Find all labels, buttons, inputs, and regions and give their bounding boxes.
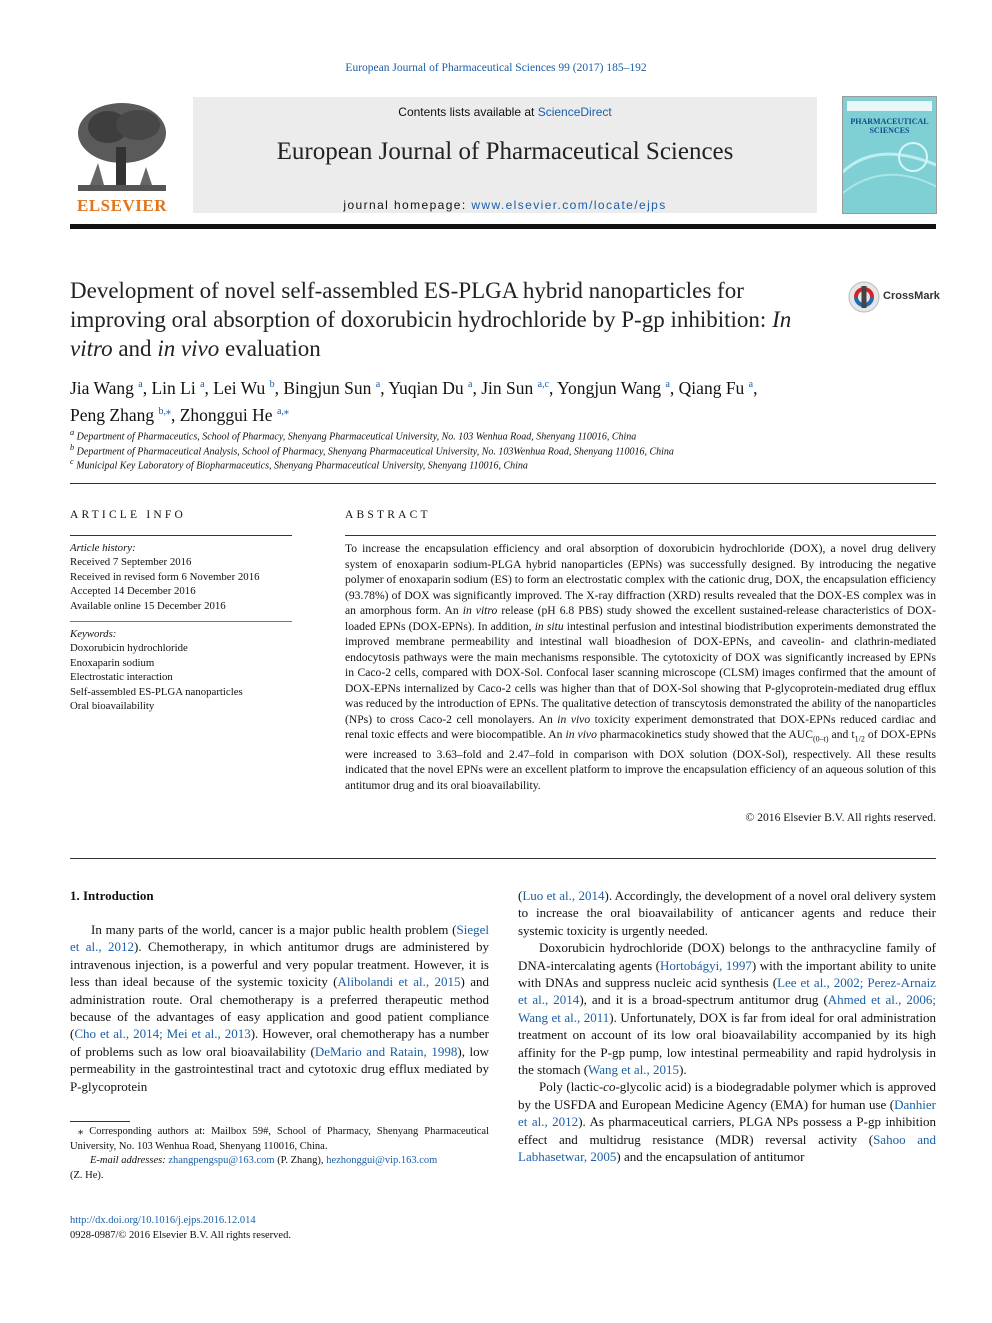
homepage-prefix: journal homepage:	[343, 198, 472, 212]
paragraph-text: ) and administration route. Oral chemotherapy is a preferred therapeutic method because of the advantages of easy application and good patient compliance (	[70, 974, 489, 1042]
affiliation-a	[70, 428, 936, 442]
author-separator: ,	[204, 377, 214, 398]
author-separator: ,	[380, 377, 389, 398]
abstract-body	[345, 541, 936, 793]
keyword: Doxorubicin hydrochloride	[70, 642, 188, 655]
keywords-block	[70, 627, 292, 713]
abstract-text: and t	[828, 728, 855, 741]
keyword: Self-assembled ES-PLGA nanoparticles	[70, 685, 243, 698]
intro-paragraph-3	[518, 1078, 936, 1165]
keyword: Enoxaparin sodium	[70, 656, 155, 669]
author-name[interactable]: Lei Wu	[213, 377, 266, 398]
abstract-italic: in vitro	[462, 604, 498, 617]
author-separator: ,	[142, 377, 152, 398]
citation-link[interactable]: Cho et al., 2014; Mei et al., 2013	[74, 1026, 251, 1042]
citation-link[interactable]: Siegel et al., 2012	[70, 922, 489, 955]
article-title	[70, 276, 830, 363]
body-column-right	[518, 887, 936, 1166]
author-separator: ,	[549, 377, 558, 398]
abstract-copyright: © 2016 Elsevier B.V. All rights reserved.	[745, 811, 936, 824]
citation-link[interactable]: Danhier et al., 2012	[518, 1096, 936, 1130]
email-label: E-mail addresses:	[90, 1155, 166, 1166]
article-history	[70, 541, 292, 613]
author-name[interactable]: Lin Li	[151, 377, 196, 398]
paragraph-text: (	[518, 888, 523, 903]
history-received: Received 7 September 2016	[70, 556, 192, 569]
abstract-text: To increase the encapsulation efficiency and oral absorption of doxorubicin hydrochloride (DOX), a novel drug delivery system of enoxaparin sodium-PLGA hybrid nanoparticles (EPNs) was successfully designed. By introducing the negative polymer of enoxaparin sodium (ES) to form an electrostatic complex with the cationic drug, DOX, the encapsulation efficiency (93.78%) of DOX was significantly improved. The X-ray diffraction (XRD) results revealed that the DOX-ES complex was in an amorphous form. An	[345, 542, 936, 617]
citation-link[interactable]: Ahmed et al., 2006; Wang et al., 2011	[518, 992, 936, 1025]
crossmark-label[interactable]: CrossMark	[883, 290, 940, 302]
abstract-text: toxicity experiment demonstrated that DOX-EPNs reduced cardiac and renal toxic effects and were biocompatible. An	[345, 712, 937, 741]
citation-link[interactable]: DeMario and Ratain, 1998	[314, 1043, 458, 1059]
author-affiliation-mark[interactable]: a,c	[537, 379, 550, 390]
paragraph-text: -glycolic acid) is a biodegradable polymer which is approved by the USFDA and European Medicine Agency (EMA) for human use (	[518, 1079, 936, 1112]
corresponding-address: ⁎ Corresponding authors at: Mailbox 59#, School of Pharmacy, Shenyang Pharmaceutical University, No. 103 Wenhua Road, Shenyang 110016, China.	[70, 1126, 489, 1152]
abstract-end-rule	[70, 858, 936, 859]
author-name[interactable]: Jia Wang	[70, 377, 134, 398]
email-owner: (P. Zhang),	[274, 1155, 327, 1166]
author-affiliation-mark[interactable]: a,⁎	[276, 405, 289, 417]
author-name[interactable]: Yongjun Wang	[557, 377, 662, 398]
title-and: and	[112, 336, 158, 361]
abstract-text: of DOX-EPNs were increased to 3.63–fold and 2.47–fold in comparison with DOX solution (DOX-Sol), respectively. All these results indicated that the novel EPNs were an excellent platform to improve the encapsulation efficiency of an aqueous solution of this antitumor drug and its oral bioavailability.	[345, 728, 936, 792]
abstract-heading: ABSTRACT	[345, 509, 431, 521]
affiliation-c	[70, 457, 936, 471]
paragraph-text: In many parts of the world, cancer is a major public health problem (	[91, 922, 457, 937]
citation-link[interactable]: Hortobágyi, 1997	[659, 957, 752, 973]
email-link-he[interactable]: hezhonggui@vip.163.com	[326, 1155, 438, 1166]
affiliation-mark: a	[70, 428, 75, 437]
paragraph-text: ).	[679, 1062, 687, 1078]
history-label: Article history:	[70, 542, 136, 554]
elsevier-wordmark: ELSEVIER	[77, 196, 167, 215]
paragraph-text: Poly (lactic-	[539, 1079, 604, 1095]
abstract-rule	[345, 535, 936, 536]
article-info-rule	[70, 535, 292, 536]
author-name[interactable]: Yuqian Du	[388, 377, 464, 398]
abstract-text: release (pH 6.8 PBS) study showed the excellent sustained-release characteristics of DOX-loaded EPNs (DOX-EPNs). In addition,	[345, 604, 936, 633]
journal-name: European Journal of Pharmaceutical Sciences	[276, 138, 734, 165]
abstract-subscript: (0–t)	[812, 734, 829, 744]
introduction-heading: 1. Introduction	[70, 888, 154, 903]
title-text: Development of novel self-assembled ES-PLGA hybrid nanoparticles for improving oral absorption of doxorubicin hydrochloride by P-gp inhibition:	[70, 278, 773, 332]
intro-paragraph-1-continued	[518, 887, 936, 939]
author-separator: ,	[170, 404, 180, 425]
author-affiliation-mark[interactable]: a	[138, 379, 143, 390]
title-in-vitro: In vitro	[70, 307, 792, 361]
author-affiliation-mark[interactable]: b	[269, 379, 275, 390]
author-affiliation-mark[interactable]: a	[468, 379, 473, 390]
keywords-label: Keywords:	[70, 628, 117, 640]
header-rule	[70, 224, 936, 229]
citation-link[interactable]: Sahoo and Labhasetwar, 2005	[518, 1131, 937, 1165]
abstract-italic: in vivo	[565, 728, 597, 741]
corresponding-footnote	[70, 1125, 489, 1183]
keyword: Electrostatic interaction	[70, 671, 173, 684]
abstract-italic: in situ	[534, 619, 564, 633]
history-online: Available online 15 December 2016	[70, 599, 226, 612]
journal-cover-thumbnail[interactable]	[842, 96, 937, 214]
contents-prefix: Contents lists available at	[398, 105, 538, 119]
keyword: Oral bioavailability	[70, 700, 155, 713]
abstract-italic: in vivo	[557, 712, 591, 726]
author-name[interactable]: Zhonggui He	[179, 404, 273, 425]
paragraph-text: ) and the encapsulation of antitumor	[616, 1149, 805, 1165]
affiliation-text: Department of Pharmaceutical Analysis, School of Pharmacy, Shenyang Pharmaceutical University, No. 103Wenhua Road, Shenyang 110016, China	[76, 446, 674, 458]
journal-homepage-line	[193, 198, 817, 212]
journal-homepage-link[interactable]: www.elsevier.com/locate/ejps	[471, 198, 667, 212]
history-revised: Received in revised form 6 November 2016	[70, 570, 260, 583]
front-matter-rule	[70, 483, 936, 484]
contents-available-line	[193, 105, 817, 119]
footnote-rule	[70, 1121, 130, 1122]
intro-paragraph-2	[518, 939, 936, 1078]
author-separator: ,	[669, 377, 679, 398]
author-name[interactable]: Qiang Fu	[678, 377, 745, 398]
paragraph-text: ). Accordingly, the development of a novel oral delivery system to increase the oral bioavailability of anticancer agents and reduce their systemic toxicity is urgently needed.	[518, 888, 936, 938]
paragraph-text: ). Unfortunately, DOX is far from ideal for oral administration treatment on account of its low oral bioavailability accompanied by its high affinity for the P-gp pump, low intestinal permeability and rapid hydrolysis in the stomach (	[518, 1009, 936, 1078]
email-line	[70, 1154, 489, 1169]
cover-title: PHARMACEUTICAL SCIENCES	[850, 117, 929, 135]
affiliation-mark: b	[70, 443, 75, 452]
author-name[interactable]: Bingjun Sun	[283, 377, 372, 398]
citation-link[interactable]: Lee et al., 2002; Perez-Arnaiz et al., 2014	[518, 975, 936, 1008]
abstract-text: intestinal perfusion and intestinal biodistribution experiments demonstrated the improved membrane permeability and intestinal wall bioadhesion of DOX-EPNs, and caveolin- and clathrin-mediated endocytosis pathways were the main mechanisms responsible. The cytotoxicity of DOX was significantly increased by EPNs in Caco-2 cells, compared with DOX-Sol. Confocal laser scanning microscope (CLSM) images confirmed that the amount of DOX-EPNs internalized by Caco-2 cells was higher than that of DOX-Sol showing that P-glycoprotein-mediated drug efflux was reduced by the introduction of EPNs. The qualitative detection of transcytosis demonstrated the ability of the nanoparticles (NPs) to cross Caco-2 cell monolayers. An	[345, 619, 936, 726]
author-separator: ,	[472, 377, 482, 398]
issn-line: 0928-0987/© 2016 Elsevier B.V. All rights reserved.	[70, 1230, 291, 1241]
doi-link[interactable]: http://dx.doi.org/10.1016/j.ejps.2016.12.014	[70, 1215, 256, 1226]
paragraph-text: Doxorubicin hydrochloride (DOX) belongs to the anthracycline family of DNA-intercalating agents (	[518, 940, 936, 973]
body-column-left	[70, 921, 489, 1095]
title-end: evaluation	[219, 336, 321, 361]
paragraph-text: ). However, oral chemotherapy has a number of problems such as low oral bioavailability (	[70, 1026, 489, 1059]
author-name[interactable]: Peng Zhang	[70, 404, 155, 425]
author-affiliation-mark[interactable]: a	[375, 379, 381, 390]
abstract-text: pharmacokinetics study showed that the AUC	[596, 728, 813, 741]
email-link-zhang[interactable]: zhangpengspu@163.com	[168, 1155, 275, 1166]
author-separator: ,	[753, 377, 758, 398]
citation-link[interactable]: Alibolandi et al., 2015	[337, 974, 461, 990]
abstract-subscript: 1/2	[854, 734, 865, 744]
author-affiliation-mark[interactable]: b,⁎	[158, 405, 171, 417]
author-affiliation-mark[interactable]: a	[748, 379, 754, 390]
paragraph-text: ). Chemotherapy, in which antitumor drugs are administered by intravenous injection, is a powerful and very popular treatment. However, it is less than ideal because of the systemic toxicity (	[70, 939, 489, 990]
citation-link[interactable]: Wang et al., 2015	[588, 1062, 680, 1078]
keywords-rule	[70, 621, 292, 622]
affiliation-text: Municipal Key Laboratory of Biopharmaceutics, Shenyang Pharmaceutical University, Shenyang 110016, China	[76, 460, 528, 472]
paragraph-text: ) with the important ability to unite with DNAs and suppress nucleic acid synthesis (	[518, 957, 936, 991]
paragraph-text: ), low permeability in the gastrointestinal tract and cytotoxic drug efflux mediated by P-glycoprotein	[70, 1043, 489, 1094]
affiliation-b	[70, 443, 936, 457]
affiliation-mark: c	[70, 457, 74, 466]
history-accepted: Accepted 14 December 2016	[70, 585, 196, 598]
author-list	[70, 373, 936, 427]
italic-text: co	[603, 1079, 616, 1095]
author-affiliation-mark[interactable]: a	[665, 379, 670, 390]
paragraph-text: ). As pharmaceutical carriers, PLGA NPs possess a P-gp inhibition effect and multidrug resistance (MDR) reversal activity (	[518, 1114, 937, 1147]
author-separator: ,	[274, 377, 284, 398]
citation-link[interactable]: Luo et al., 2014	[522, 888, 605, 903]
affiliation-text: Department of Pharmaceutics, School of Pharmacy, Shenyang Pharmaceutical University, No. 103 Wenhua Road, Shenyang 110016, China	[76, 431, 637, 443]
article-info-heading: ARTICLE INFO	[70, 509, 186, 521]
sciencedirect-link[interactable]: ScienceDirect	[537, 105, 612, 119]
title-in-vivo: in vivo	[157, 336, 220, 361]
author-affiliation-mark[interactable]: a	[200, 379, 205, 390]
intro-paragraph-1	[70, 921, 489, 1095]
email-owner-he: (Z. He).	[70, 1169, 104, 1181]
author-name[interactable]: Jin Sun	[481, 377, 534, 398]
paragraph-text: ), and it is a broad-spectrum antitumor drug (	[579, 992, 828, 1008]
journal-citation-link[interactable]: European Journal of Pharmaceutical Sciences 99 (2017) 185–192	[345, 62, 647, 74]
